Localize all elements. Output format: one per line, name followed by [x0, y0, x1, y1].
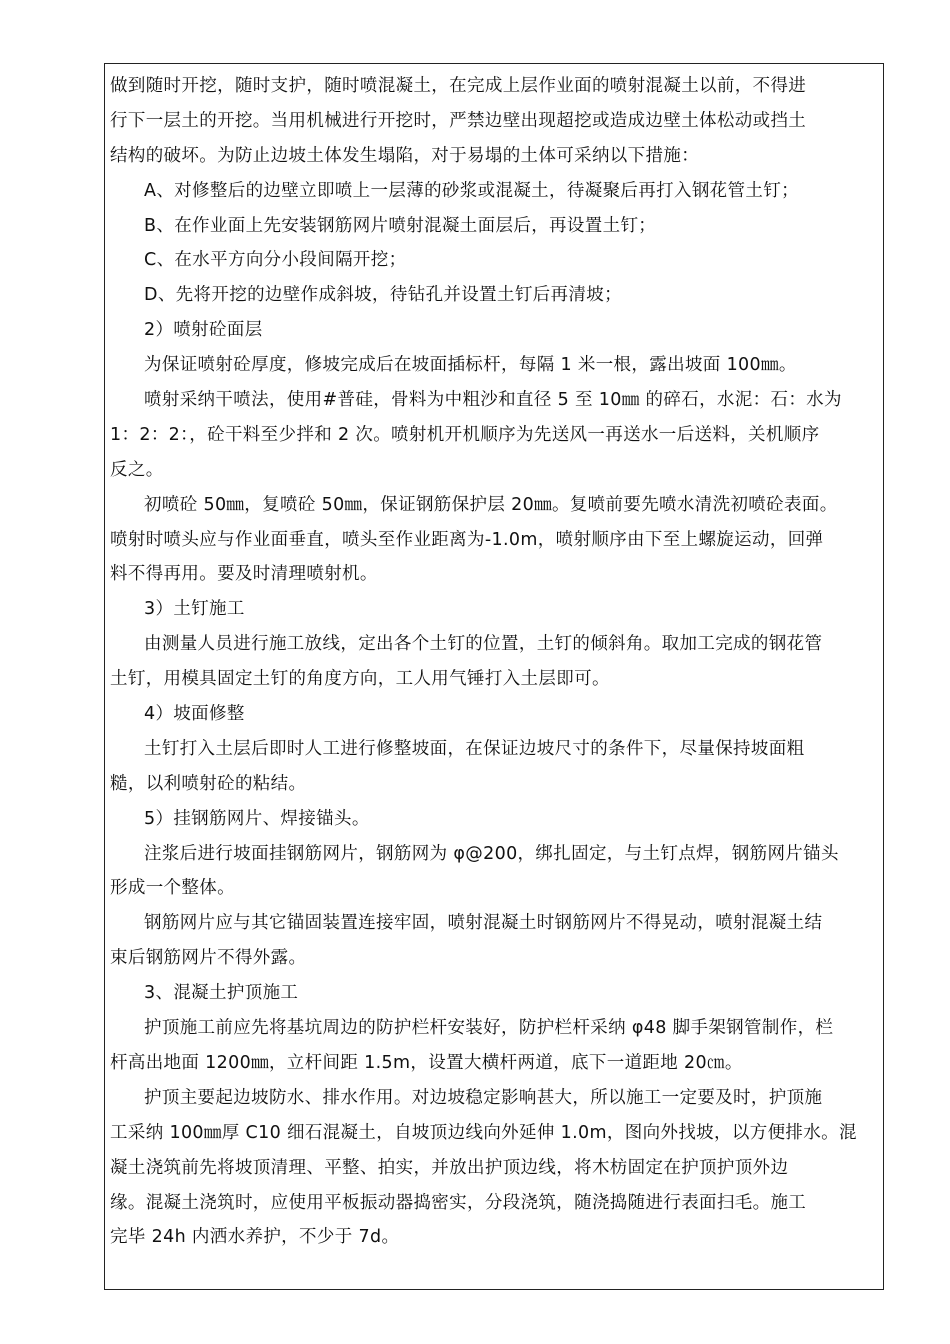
text-line: 初喷砼 50㎜，复喷砼 50㎜，保证钢筋保护层 20㎜。复喷前要先喷水清洗初喷砼表面。 — [144, 494, 838, 515]
text-line: 做到随时开挖，随时支护，随时喷混凝土，在完成上层作业面的喷射混凝土以前，不得进 — [110, 76, 807, 96]
text-line: 5）挂钢筋网片、焊接锚头。 — [144, 808, 370, 829]
text-line: 注浆后进行坡面挂钢筋网片，钢筋网为 φ@200，绑扎固定，与土钉点焊，钢筋网片锚头 — [144, 843, 839, 864]
text-line: 土钉，用模具固定土钉的角度方向，工人用气锤打入土层即可。 — [110, 669, 610, 690]
text-line: 为保证喷射砼厚度，修坡完成后在坡面插标杆，每隔 1 米一根，露出坡面 100㎜。 — [144, 355, 797, 376]
text-line: 土钉打入土层后即时人工进行修整坡面，在保证边坡尺寸的条件下，尽量保持坡面粗 — [144, 738, 805, 759]
text-line: 喷射采纳干喷法，使用#普硅，骨料为中粗沙和直径 5 至 10㎜ 的碎石，水泥：石：水为 — [144, 390, 842, 411]
text-line: 糙，以利喷射砼的粘结。 — [110, 773, 307, 794]
text-line: 工采纳 100㎜厚 C10 细石混凝土，自坡顶边线向外延伸 1.0m，图向外找坡，以方便排水。混 — [110, 1122, 857, 1143]
text-line: 料不得再用。要及时清理喷射机。 — [110, 564, 378, 585]
text-line: 3）土钉施工 — [144, 599, 245, 620]
text-line: 完毕 24h 内洒水养护，不少于 7d。 — [110, 1227, 400, 1248]
text-line: C、在水平方向分小段间隔开挖； — [144, 250, 407, 271]
text-line: 1：2：2：，砼干料至少拌和 2 次。喷射机开机顺序为先送风一再送水一后送料，关机顺序 — [110, 424, 820, 445]
text-line: A、对修整后的边壁立即喷上一层薄的砂浆或混凝土，待凝聚后再打入钢花管土钉； — [144, 180, 799, 201]
text-line: 喷射时喷头应与作业面垂直，喷头至作业距离为-1.0m，喷射顺序由下至上螺旋运动，回弹 — [110, 529, 824, 550]
document-body — [110, 69, 880, 1255]
text-line: 3、混凝土护顶施工 — [144, 983, 299, 1004]
text-line: 护顶施工前应先将基坑周边的防护栏杆安装好，防护栏杆采纳 φ48 脚手架钢管制作，栏 — [144, 1018, 834, 1039]
text-line: 形成一个整体。 — [110, 878, 235, 899]
text-line: 4）坡面修整 — [144, 704, 245, 725]
text-line: 护顶主要起边坡防水、排水作用。对边坡稳定影响甚大，所以施工一定要及时，护顶施 — [144, 1087, 823, 1108]
text-line: 由测量人员进行施工放线，定出各个土钉的位置，土钉的倾斜角。取加工完成的钢花管 — [144, 634, 823, 655]
text-line: 结构的破坏。为防止边坡土体发生塌陷，对于易塌的土体可采纳以下措施： — [110, 145, 700, 166]
text-line: 凝土浇筑前先将坡顶清理、平整、拍实，并放出护顶边线，将木枋固定在护顶护顶外边 — [110, 1157, 789, 1178]
text-line: B、在作业面上先安装钢筋网片喷射混凝土面层后，再设置土钉； — [144, 215, 657, 236]
text-line: D、先将开挖的边壁作成斜坡，待钻孔并设置土钉后再清坡； — [144, 285, 622, 306]
text-line: 钢筋网片应与其它锚固装置连接牢固，喷射混凝土时钢筋网片不得晃动，喷射混凝土结 — [144, 913, 823, 934]
text-line: 束后钢筋网片不得外露。 — [110, 948, 307, 969]
text-line: 2）喷射砼面层 — [144, 320, 263, 341]
text-line: 行下一层土的开挖。当用机械进行开挖时，严禁边壁出现超挖或造成边壁土体松动或挡土 — [110, 110, 807, 131]
text-line: 缘。混凝土浇筑时，应使用平板振动器捣密实，分段浇筑，随浇捣随进行表面扫毛。施工 — [110, 1192, 807, 1213]
text-line: 反之。 — [110, 459, 164, 480]
text-line: 杆高出地面 1200㎜，立杆间距 1.5m，设置大横杆两道，底下一道距地 20㎝。 — [110, 1052, 743, 1073]
